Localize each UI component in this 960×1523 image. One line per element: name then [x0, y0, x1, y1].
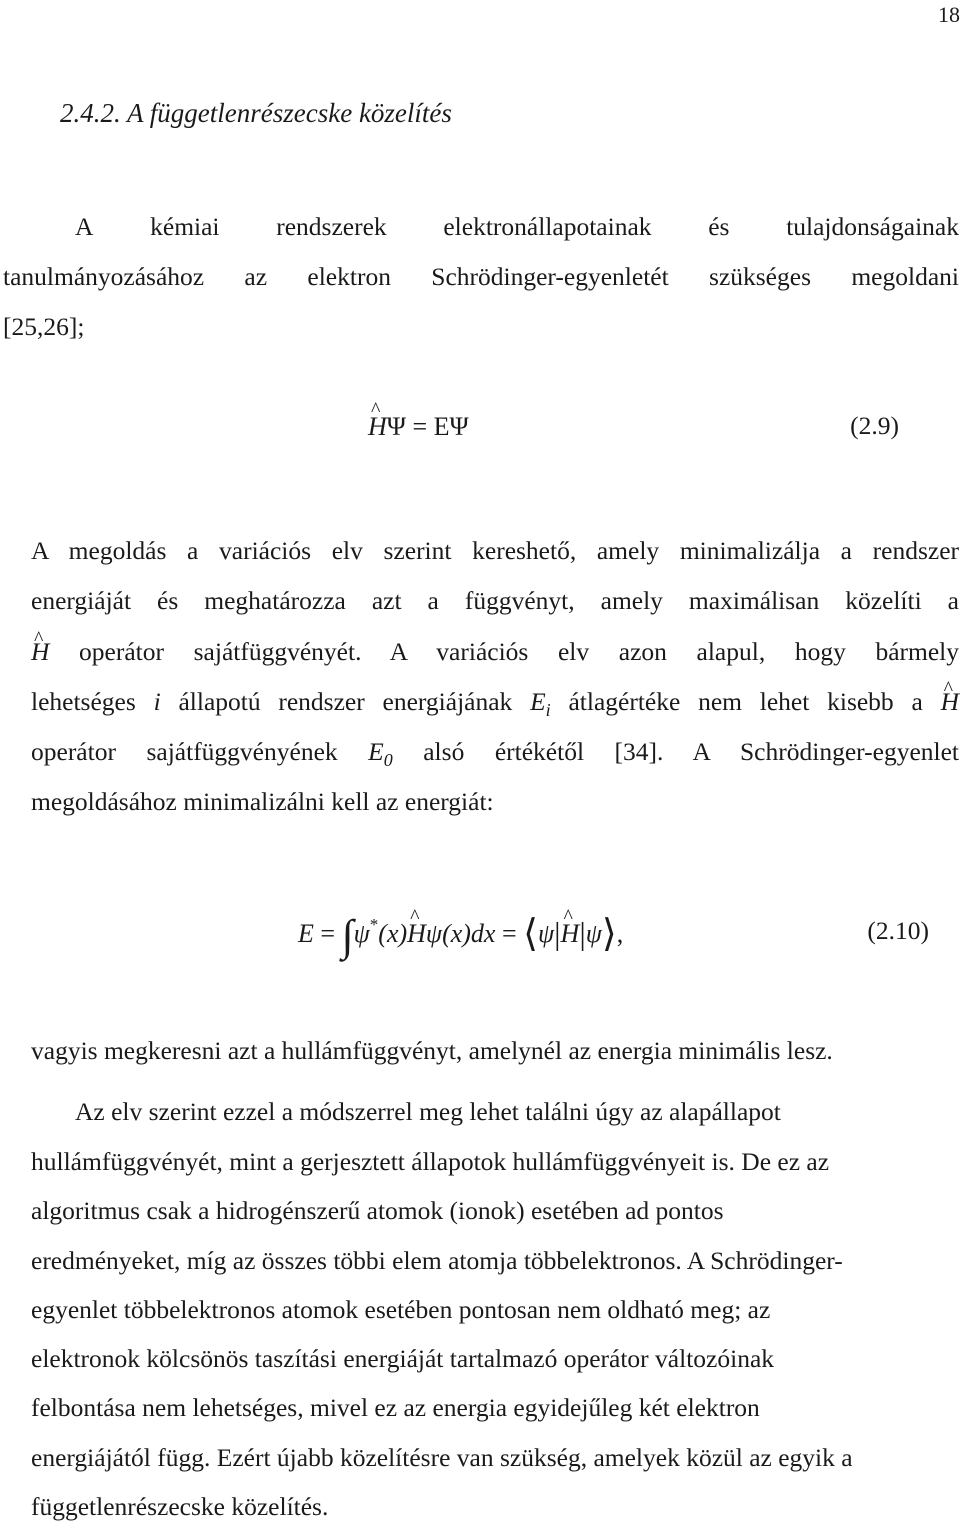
bar: | [554, 915, 561, 951]
left-angle: ⟨ [523, 913, 538, 955]
para2-line3 [31, 637, 959, 667]
energy-symbol: E [368, 737, 384, 766]
page-number: 18 [938, 2, 960, 27]
psi: ψ [585, 919, 602, 948]
eq-sign: = [313, 919, 342, 948]
para3-line1: vagyis megkeresni azt a hullámfüggvényt, amelynél az energia minimális lesz. [31, 1036, 833, 1065]
word: tanulmányozásához [3, 262, 205, 291]
index-i: i [153, 687, 161, 716]
para4-line6: elektronok kölcsönös taszítási energiáját tartalmazó operátor változóinak [31, 1344, 775, 1373]
para2-line5 [31, 737, 959, 775]
equation-2-10 [298, 910, 623, 961]
energy-symbol: E [530, 687, 546, 716]
para1-line3: [25,26]; [3, 312, 85, 341]
h-operator: ^ H [368, 412, 387, 442]
equation-body: Ψ = EΨ [386, 412, 469, 441]
text: állapotú rendszer energiájának [160, 687, 531, 716]
eq-sign: = [495, 919, 524, 948]
word: elektronállapotainak [443, 212, 652, 241]
para2-line6: megoldásához minimalizálni kell az energiát: [31, 787, 494, 816]
word: rendszerek [276, 212, 387, 241]
integral-sign: ∫ [341, 911, 354, 960]
comma: , [616, 919, 624, 948]
para1-line1 [75, 212, 959, 242]
para4-line7: felbontása nem lehetséges, mivel ez az energia egyidejűleg két elektron [31, 1393, 760, 1422]
equation-number-2-10: (2.10) [867, 916, 929, 945]
h-operator: ^ H [407, 919, 426, 949]
bar: | [579, 915, 586, 951]
section-heading: 2.4.2. A függetlenrészecske közelítés [60, 98, 452, 128]
word: és [708, 212, 730, 241]
word: az [244, 262, 268, 291]
equation-2-9 [368, 412, 469, 442]
right-angle: ⟩ [601, 913, 617, 955]
subscript: i [545, 700, 551, 720]
psi: ψ [537, 919, 555, 948]
para4-line9: függetlenrészecske közelítés. [31, 1492, 329, 1521]
psi: ψ [353, 919, 370, 948]
word: szükséges [709, 262, 811, 291]
h-operator: ^ H [561, 919, 580, 949]
h-operator: ^ H [941, 687, 959, 717]
eq-e: E [298, 919, 314, 948]
para2-line1: A megoldás a variációs elv szerint kereshető, amely minimalizálja a rendszer [31, 536, 959, 565]
subscript: 0 [383, 750, 393, 770]
text: operátor sajátfüggvényét. A variációs elv azon alapul, hogy bármely [49, 637, 959, 666]
word: A [75, 212, 94, 241]
para4-line1: Az elv szerint ezzel a módszerrel meg lehet találni úgy az alapállapot [75, 1097, 781, 1126]
arg: (x) [378, 919, 408, 948]
word: tulajdonságainak [786, 212, 959, 241]
word: megoldani [851, 262, 959, 291]
text: operátor sajátfüggvényének [31, 737, 369, 766]
psi: ψ [425, 919, 443, 948]
para4-line3: algoritmus csak a hidrogénszerű atomok (ionok) esetében ad pontos [31, 1196, 724, 1225]
h-operator: ^ H [31, 637, 49, 667]
word: kémiai [150, 212, 220, 241]
para4-line4: eredményeket, míg az összes többi elem atomja többelektronos. A Schrödinger- [31, 1246, 843, 1275]
text: alsó értékétől [34]. A Schrödinger-egyenlet [392, 737, 959, 766]
para4-line8: energiájától függ. Ezért újabb közelítésre van szükség, amelyek közül az egyik a [31, 1443, 853, 1472]
star: * [369, 915, 379, 934]
word: Schrödinger-egyenletét [431, 262, 669, 291]
text: átlagértéke nem lehet kisebb a [550, 687, 941, 716]
para2-line2: energiáját és meghatározza azt a függvényt, amely maximálisan közelíti a [31, 586, 959, 615]
arg: (x)dx [442, 919, 496, 948]
equation-number-2-9: (2.9) [850, 411, 899, 440]
word: elektron [307, 262, 391, 291]
para2-line4 [31, 687, 959, 725]
para1-line2 [3, 262, 959, 292]
para4-line2: hullámfüggvényét, mint a gerjesztett állapotok hullámfüggvényeit is. De ez az [31, 1147, 830, 1176]
text: lehetséges [31, 687, 154, 716]
para4-line5: egyenlet többelektronos atomok esetében pontosan nem oldható meg; az [31, 1295, 771, 1324]
